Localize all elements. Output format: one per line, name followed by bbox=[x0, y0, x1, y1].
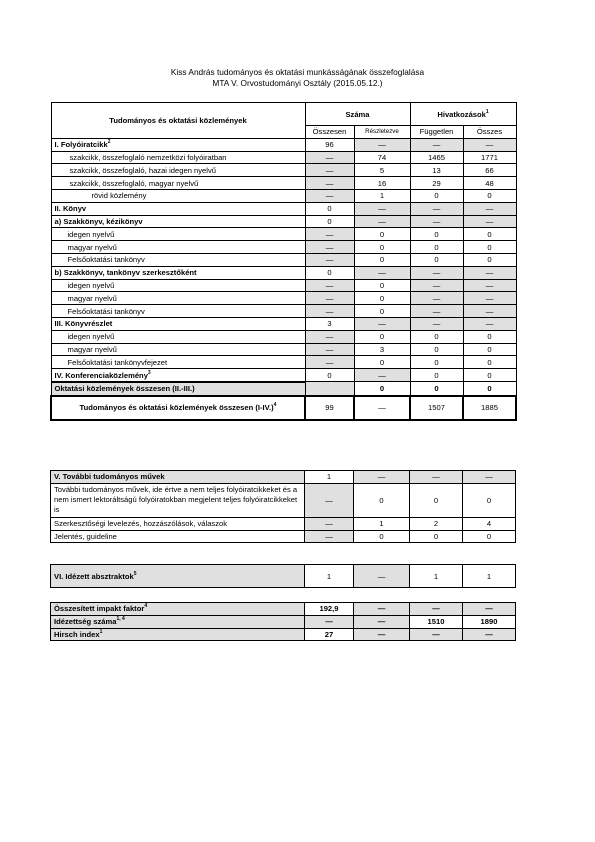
further-3-row bbox=[51, 517, 516, 530]
pub-12-fuggetlen: — bbox=[410, 279, 463, 292]
further-3-osszesen: — bbox=[305, 517, 354, 530]
summary-1-osszes: — bbox=[463, 603, 516, 616]
pub-15-osszes: — bbox=[463, 317, 516, 330]
pub-3-fuggetlen: 13 bbox=[410, 164, 463, 177]
further-3-label bbox=[51, 517, 305, 530]
summary-1-label bbox=[51, 603, 305, 616]
pub-6-label-text: II. Könyv bbox=[54, 204, 87, 214]
pub-5-reszletezve: 1 bbox=[354, 189, 410, 202]
pub-10-fuggetlen: 0 bbox=[410, 253, 463, 266]
header-fuggetlen: Független bbox=[410, 126, 463, 139]
pub-16-reszletezve: 0 bbox=[354, 330, 410, 343]
pub-11-fuggetlen: — bbox=[410, 266, 463, 279]
pub-3-osszesen: — bbox=[305, 164, 354, 177]
pub-12-osszesen: — bbox=[305, 279, 354, 292]
summary-3-osszes: — bbox=[463, 628, 516, 641]
cited-abstracts-osszes: 1 bbox=[463, 565, 516, 588]
pub-12-label-text: idegen nyelvű bbox=[67, 280, 115, 290]
summary-1-reszletezve: — bbox=[354, 603, 410, 616]
further-4-label bbox=[51, 530, 305, 543]
pub-2-osszes: 1771 bbox=[463, 151, 516, 164]
pub-20-label bbox=[51, 382, 305, 396]
header-reszletezve: Részletezve bbox=[354, 126, 410, 139]
pub-16-row bbox=[51, 330, 516, 343]
summary-3-fuggetlen: — bbox=[410, 628, 463, 641]
pub-3-osszes: 66 bbox=[463, 164, 516, 177]
pub-20-fuggetlen: 0 bbox=[410, 382, 463, 396]
pub-14-osszesen: — bbox=[305, 305, 354, 318]
pub-7-label bbox=[51, 215, 305, 228]
pub-19-row bbox=[51, 369, 516, 382]
further-2-reszletezve: 0 bbox=[354, 483, 410, 517]
pub-8-osszes: 0 bbox=[463, 228, 516, 241]
pub-9-fuggetlen: 0 bbox=[410, 241, 463, 254]
pub-6-label bbox=[51, 202, 305, 215]
pub-7-reszletezve: — bbox=[354, 215, 410, 228]
pub-17-osszes: 0 bbox=[463, 343, 516, 356]
cited-abstracts-sup: 5 bbox=[133, 570, 137, 577]
header-hivatkozasok bbox=[410, 103, 516, 126]
pub-9-label-text: magyar nyelvű bbox=[67, 242, 117, 252]
pub-10-label bbox=[51, 253, 305, 266]
pub-16-label-text: idegen nyelvű bbox=[67, 332, 115, 342]
pub-7-fuggetlen: — bbox=[410, 215, 463, 228]
total-osszes: 1885 bbox=[463, 396, 516, 420]
cited-abstracts-osszesen: 1 bbox=[305, 565, 354, 588]
further-1-label-text: V. További tudományos művek bbox=[54, 472, 165, 482]
pub-6-fuggetlen: — bbox=[410, 202, 463, 215]
total-row-label bbox=[51, 396, 305, 420]
header-osszesen: Összesen bbox=[305, 126, 354, 139]
summary-3-row bbox=[51, 628, 516, 641]
summary-2-osszes: 1890 bbox=[463, 615, 516, 628]
pub-13-osszes: — bbox=[463, 292, 516, 305]
pub-8-label-text: idegen nyelvű bbox=[67, 229, 115, 239]
pub-6-osszesen: 0 bbox=[305, 202, 354, 215]
header-publications: Tudományos és oktatási közlemények bbox=[51, 103, 305, 139]
further-1-osszesen: 1 bbox=[305, 471, 354, 484]
pub-19-reszletezve: — bbox=[354, 369, 410, 382]
pub-18-label-text: Felsőoktatási tankönyvfejezet bbox=[67, 357, 168, 367]
pub-8-label bbox=[51, 228, 305, 241]
further-4-osszesen: — bbox=[305, 530, 354, 543]
pub-17-row bbox=[51, 343, 516, 356]
pub-1-osszes: — bbox=[463, 138, 516, 151]
pub-17-label-text: magyar nyelvű bbox=[67, 344, 117, 354]
further-2-osszesen: — bbox=[305, 483, 354, 517]
header-hivatkozasok-sup: 1 bbox=[485, 108, 489, 115]
pub-4-osszes: 48 bbox=[463, 177, 516, 190]
pub-17-label bbox=[51, 343, 305, 356]
pub-5-fuggetlen: 0 bbox=[410, 189, 463, 202]
pub-19-fuggetlen: 0 bbox=[410, 369, 463, 382]
pub-18-osszesen: — bbox=[305, 356, 354, 369]
total-osszesen: 99 bbox=[305, 396, 354, 420]
pub-11-reszletezve: — bbox=[354, 266, 410, 279]
pub-4-osszesen: — bbox=[305, 177, 354, 190]
further-1-label bbox=[51, 471, 305, 484]
pub-16-osszesen: — bbox=[305, 330, 354, 343]
summary-table bbox=[50, 602, 516, 641]
pub-1-label-sup: 2 bbox=[107, 139, 111, 146]
pub-19-label-sup: 3 bbox=[147, 369, 151, 376]
further-works-table bbox=[50, 470, 516, 543]
summary-1-osszesen: 192,9 bbox=[305, 603, 354, 616]
pub-9-osszes: 0 bbox=[463, 241, 516, 254]
document-title-line1: Kiss András tudományos és oktatási munkásságának összefoglalása bbox=[170, 67, 425, 77]
pub-16-osszes: 0 bbox=[463, 330, 516, 343]
summary-3-label-sup: 1 bbox=[99, 628, 103, 635]
further-4-fuggetlen: 0 bbox=[410, 530, 463, 543]
further-4-label-text: Jelentés, guideline bbox=[54, 531, 117, 541]
summary-2-row bbox=[51, 615, 516, 628]
pub-20-label-text: Oktatási közlemények összesen (II.-III.) bbox=[54, 384, 195, 394]
pub-17-osszesen: — bbox=[305, 343, 354, 356]
pub-6-osszes: — bbox=[463, 202, 516, 215]
pub-13-osszesen: — bbox=[305, 292, 354, 305]
header-szama: Száma bbox=[305, 103, 410, 126]
summary-3-reszletezve: — bbox=[354, 628, 410, 641]
cited-abstracts-text: VI. Idézett absztraktok bbox=[54, 571, 134, 581]
pub-16-label bbox=[51, 330, 305, 343]
pub-1-osszesen: 96 bbox=[305, 138, 354, 151]
pub-10-row bbox=[51, 253, 516, 266]
summary-1-label-text: Összesített impakt faktor bbox=[54, 604, 145, 614]
pub-1-row bbox=[51, 138, 516, 151]
pub-2-label-text: szakcikk, összefoglaló nemzetközi folyóiratban bbox=[69, 152, 227, 162]
pub-14-label-text: Felsőoktatási tankönyv bbox=[67, 306, 145, 316]
pub-1-label bbox=[51, 138, 305, 151]
summary-2-label-text: Idézettség száma bbox=[54, 617, 117, 627]
pub-7-row bbox=[51, 215, 516, 228]
summary-2-fuggetlen: 1510 bbox=[410, 615, 463, 628]
pub-9-row bbox=[51, 241, 516, 254]
pub-18-label bbox=[51, 356, 305, 369]
pub-12-osszes: — bbox=[463, 279, 516, 292]
pub-4-label-text: szakcikk, összefoglaló, magyar nyelvű bbox=[69, 178, 199, 188]
further-4-row bbox=[51, 530, 516, 543]
pub-19-label bbox=[51, 369, 305, 382]
pub-4-row bbox=[51, 177, 516, 190]
further-2-osszes: 0 bbox=[463, 483, 516, 517]
pub-8-fuggetlen: 0 bbox=[410, 228, 463, 241]
pub-14-reszletezve: 0 bbox=[354, 305, 410, 318]
summary-3-osszesen: 27 bbox=[305, 628, 354, 641]
further-2-fuggetlen: 0 bbox=[410, 483, 463, 517]
total-reszletezve: — bbox=[354, 396, 410, 420]
pub-13-fuggetlen: — bbox=[410, 292, 463, 305]
pub-15-fuggetlen: — bbox=[410, 317, 463, 330]
pub-15-row bbox=[51, 317, 516, 330]
pub-12-label bbox=[51, 279, 305, 292]
pub-15-label bbox=[51, 317, 305, 330]
further-3-osszes: 4 bbox=[463, 517, 516, 530]
pub-15-label-text: III. Könyvrészlet bbox=[54, 319, 113, 329]
pub-15-osszesen: 3 bbox=[305, 317, 354, 330]
pub-7-osszesen: 0 bbox=[305, 215, 354, 228]
pub-12-row bbox=[51, 279, 516, 292]
pub-12-reszletezve: 0 bbox=[354, 279, 410, 292]
further-1-osszes: — bbox=[463, 471, 516, 484]
pub-10-label-text: Felsőoktatási tankönyv bbox=[67, 255, 145, 265]
summary-2-osszesen: — bbox=[305, 615, 354, 628]
summary-1-fuggetlen: — bbox=[410, 603, 463, 616]
pub-1-reszletezve: — bbox=[354, 138, 410, 151]
pub-2-fuggetlen: 1465 bbox=[410, 151, 463, 164]
pub-14-label bbox=[51, 305, 305, 318]
further-1-fuggetlen: — bbox=[410, 471, 463, 484]
pub-7-osszes: — bbox=[463, 215, 516, 228]
pub-5-row bbox=[51, 189, 516, 202]
document-title-line2: MTA V. Orvostudományi Osztály (2015.05.12.) bbox=[212, 78, 383, 88]
pub-5-label-text: rövid közlemény bbox=[91, 191, 147, 201]
total-label-sup: 4 bbox=[273, 402, 277, 409]
further-2-label bbox=[51, 483, 305, 517]
pub-8-row bbox=[51, 228, 516, 241]
pub-8-osszesen: — bbox=[305, 228, 354, 241]
summary-3-label-text: Hirsch index bbox=[54, 629, 100, 639]
pub-6-row bbox=[51, 202, 516, 215]
summary-2-reszletezve: — bbox=[354, 615, 410, 628]
pub-8-reszletezve: 0 bbox=[354, 228, 410, 241]
cited-abstracts-fuggetlen: 1 bbox=[410, 565, 463, 588]
pub-3-label bbox=[51, 164, 305, 177]
cited-abstracts-reszletezve: — bbox=[354, 565, 410, 588]
header-osszes: Összes bbox=[463, 126, 516, 139]
pub-18-row bbox=[51, 356, 516, 369]
pub-3-row bbox=[51, 164, 516, 177]
further-3-label-text: Szerkesztőségi levelezés, hozzászólások, válaszok bbox=[54, 519, 228, 529]
pub-20-osszes: 0 bbox=[463, 382, 516, 396]
pub-13-row bbox=[51, 292, 516, 305]
total-label-text: Tudományos és oktatási közlemények összesen (I-IV.) bbox=[79, 403, 274, 413]
further-4-reszletezve: 0 bbox=[354, 530, 410, 543]
pub-10-osszesen: — bbox=[305, 253, 354, 266]
pub-4-fuggetlen: 29 bbox=[410, 177, 463, 190]
total-fuggetlen: 1507 bbox=[410, 396, 463, 420]
pub-4-reszletezve: 16 bbox=[354, 177, 410, 190]
pub-10-reszletezve: 0 bbox=[354, 253, 410, 266]
pub-3-label-text: szakcikk, összefoglaló, hazai idegen nyelvű bbox=[69, 165, 216, 175]
pub-4-label bbox=[51, 177, 305, 190]
further-1-reszletezve: — bbox=[354, 471, 410, 484]
cited-abstracts-label bbox=[51, 565, 305, 588]
pub-1-label-text: I. Folyóiratcikk bbox=[54, 140, 108, 150]
pub-9-osszesen: — bbox=[305, 241, 354, 254]
further-4-osszes: 0 bbox=[463, 530, 516, 543]
pub-2-label bbox=[51, 151, 305, 164]
pub-18-reszletezve: 0 bbox=[354, 356, 410, 369]
pub-19-osszesen: 0 bbox=[305, 369, 354, 382]
pub-9-label bbox=[51, 241, 305, 254]
cited-abstracts-table bbox=[50, 564, 516, 588]
summary-3-label bbox=[51, 628, 305, 641]
pub-1-fuggetlen: — bbox=[410, 138, 463, 151]
pub-16-fuggetlen: 0 bbox=[410, 330, 463, 343]
pub-2-osszesen: — bbox=[305, 151, 354, 164]
header-hivatkozasok-label: Hivatkozások bbox=[437, 109, 486, 119]
summary-1-row bbox=[51, 603, 516, 616]
pub-10-osszes: 0 bbox=[463, 253, 516, 266]
pub-14-row bbox=[51, 305, 516, 318]
pub-13-label-text: magyar nyelvű bbox=[67, 293, 117, 303]
pub-3-reszletezve: 5 bbox=[354, 164, 410, 177]
further-2-row bbox=[51, 483, 516, 517]
further-3-reszletezve: 1 bbox=[354, 517, 410, 530]
pub-2-reszletezve: 74 bbox=[354, 151, 410, 164]
pub-11-row bbox=[51, 266, 516, 279]
pub-20-row bbox=[51, 382, 516, 396]
pub-18-osszes: 0 bbox=[463, 356, 516, 369]
pub-6-reszletezve: — bbox=[354, 202, 410, 215]
pub-5-osszes: 0 bbox=[463, 189, 516, 202]
pub-13-label bbox=[51, 292, 305, 305]
summary-2-label-sup: 1, 4 bbox=[116, 616, 125, 623]
pub-19-osszes: 0 bbox=[463, 369, 516, 382]
further-3-fuggetlen: 2 bbox=[410, 517, 463, 530]
pub-11-label-text: b) Szakkönyv, tankönyv szerkesztőként bbox=[54, 268, 197, 278]
pub-20-reszletezve: 0 bbox=[354, 382, 410, 396]
pub-9-reszletezve: 0 bbox=[354, 241, 410, 254]
publications-table bbox=[50, 102, 517, 421]
summary-1-label-sup: 4 bbox=[144, 603, 148, 610]
summary-2-label bbox=[51, 615, 305, 628]
pub-5-osszesen: — bbox=[305, 189, 354, 202]
pub-17-fuggetlen: 0 bbox=[410, 343, 463, 356]
pub-5-label bbox=[51, 189, 305, 202]
further-2-label-text: További tudományos művek, ide értve a nem teljes folyóiratcikkeket és a nem ismert lektoráltságú folyóiratokban megjelent teljes folyóiratcikkeket is bbox=[54, 485, 298, 515]
pub-13-reszletezve: 0 bbox=[354, 292, 410, 305]
pub-11-osszesen: 0 bbox=[305, 266, 354, 279]
pub-20-osszesen bbox=[305, 382, 354, 396]
further-1-row bbox=[51, 471, 516, 484]
pub-17-reszletezve: 3 bbox=[354, 343, 410, 356]
pub-11-label bbox=[51, 266, 305, 279]
pub-14-osszes: — bbox=[463, 305, 516, 318]
pub-19-label-text: IV. Konferenciaközlemény bbox=[54, 370, 148, 380]
pub-11-osszes: — bbox=[463, 266, 516, 279]
pub-18-fuggetlen: 0 bbox=[410, 356, 463, 369]
pub-2-row bbox=[51, 151, 516, 164]
pub-14-fuggetlen: — bbox=[410, 305, 463, 318]
pub-7-label-text: a) Szakkönyv, kézikönyv bbox=[54, 216, 143, 226]
pub-15-reszletezve: — bbox=[354, 317, 410, 330]
